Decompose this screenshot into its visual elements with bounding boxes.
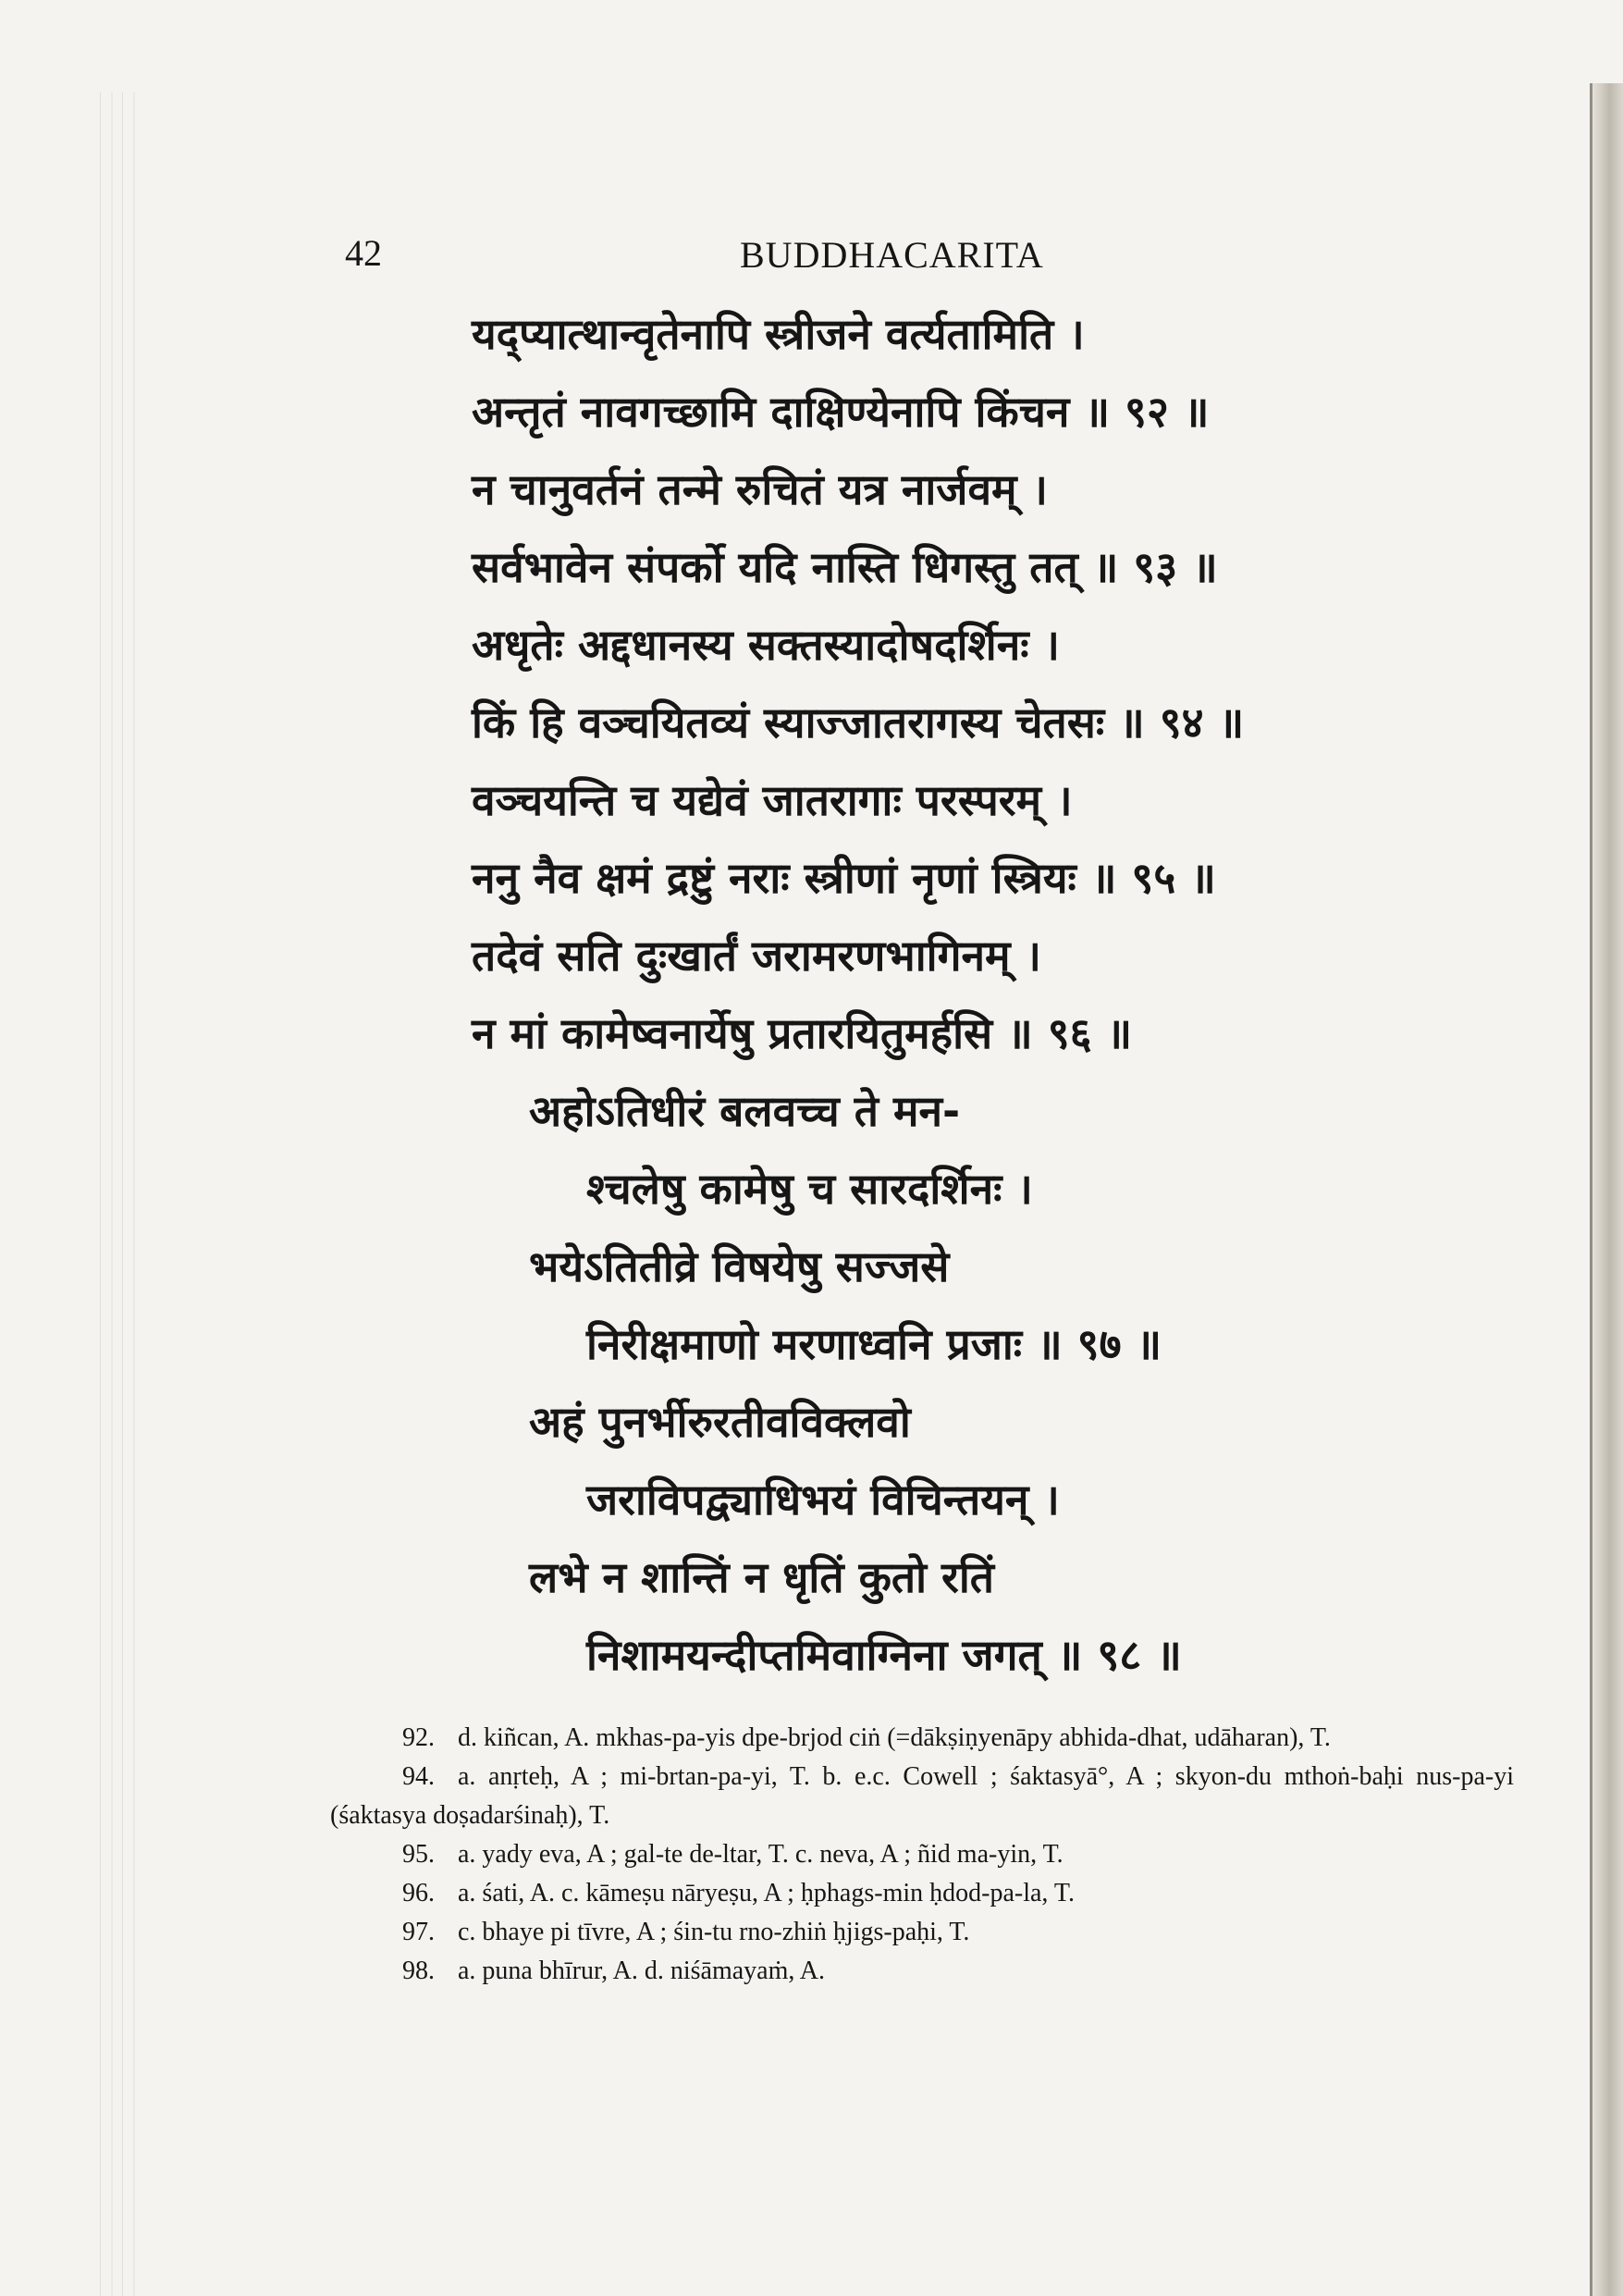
footnote xyxy=(330,1952,1514,1991)
scan-edge-right xyxy=(1590,83,1623,2296)
footnote-number: 98. xyxy=(402,1957,435,1985)
verse-line: श्चलेषु कामेषु च सारदर्शिनः । xyxy=(586,1164,1033,1214)
running-head: BUDDHACARITA xyxy=(740,234,1044,276)
verse-line: न चानुवर्तनं तन्मे रुचितं यत्र नार्जवम् । xyxy=(472,464,1048,514)
verse-line: तदेवं सति दुःखार्तं जरामरणभागिनम् । xyxy=(472,931,1041,981)
footnote-text: a. yady eva, A ; gal-te de-ltar, T. c. neva, A ; ñid ma-yin, T. xyxy=(458,1840,1064,1869)
footnote-number: 92. xyxy=(402,1723,435,1752)
verse-line: निरीक्षमाणो मरणाध्वनि प्रजाः ॥ ९७ ॥ xyxy=(586,1319,1162,1369)
footnotes xyxy=(330,1719,1514,1991)
verse-line: अन्तृतं नावगच्छामि दाक्षिण्येनापि किंचन ॥ ९२ ॥ xyxy=(472,387,1210,437)
footnote-number: 96. xyxy=(402,1879,435,1907)
verse-line: भयेऽतितीव्रे विषयेषु सज्जसे xyxy=(529,1241,950,1291)
footnote-text: a. śati, A. c. kāmeṣu nāryeṣu, A ; ḥphags-min ḥdod-pa-la, T. xyxy=(458,1879,1075,1907)
scan-edge-left xyxy=(91,93,137,2296)
verse-line: निशामयन्दीप्तमिवाग्निना जगत् ॥ ९८ ॥ xyxy=(586,1630,1182,1680)
footnote-number: 97. xyxy=(402,1918,435,1946)
verse-line: ननु नैव क्षमं द्रष्टुं नराः स्त्रीणां नृणां स्त्रियः ॥ ९५ ॥ xyxy=(472,853,1216,903)
footnote xyxy=(330,1835,1514,1874)
footnote xyxy=(330,1874,1514,1913)
footnote-text: d. kiñcan, A. mkhas-pa-yis dpe-brjod ciṅ (=dākṣiṇyenāpy abhida-dhat, udāharan), T. xyxy=(458,1723,1331,1752)
verse-line: वञ्चयन्ति च यद्येवं जातरागाः परस्परम् । xyxy=(472,775,1073,825)
verse-line: सर्वभावेन संपर्को यदि नास्ति धिगस्तु तत् ॥ ९३ ॥ xyxy=(472,542,1218,592)
verse-line: जराविपद्व्याधिभयं विचिन्तयन् । xyxy=(586,1475,1060,1524)
verse-line: अधृतेः अद्दधानस्य सक्तस्यादोषदर्शिनः । xyxy=(472,620,1060,670)
verse-line: न मां कामेष्वनार्येषु प्रतारयितुमर्हसि ॥ ९६ ॥ xyxy=(472,1008,1133,1058)
page-number: 42 xyxy=(345,232,382,274)
footnote-number: 95. xyxy=(402,1840,435,1869)
verse-line: अहं पुनर्भीरुरतीवविक्लवो xyxy=(529,1397,911,1447)
footnote-text: a. anṛteḥ, A ; mi-brtan-pa-yi, T. b. e.c. Cowell ; śaktasyā°, A ; skyon-du mthoṅ-baḥi nus-pa-yi (śaktasya doṣadarśinaḥ), T. xyxy=(330,1762,1514,1830)
verse-line: लभे न शान्तिं न धृतिं कुतो रतिं xyxy=(529,1552,995,1602)
footnote xyxy=(330,1758,1514,1835)
footnote xyxy=(330,1913,1514,1952)
verse-line: यद्प्यात्थान्वृतेनापि स्त्रीजने वर्त्यतामिति । xyxy=(472,309,1085,359)
footnote-number: 94. xyxy=(402,1762,435,1791)
verse-line: अहोऽतिधीरं बलवच्च ते मन- xyxy=(529,1086,961,1136)
footnote-text: c. bhaye pi tīvre, A ; śin-tu rno-zhiṅ ḥjigs-paḥi, T. xyxy=(458,1918,970,1946)
verse-line: किं हि वञ्चयितव्यं स्याज्जातरागस्य चेतसः ॥ ९४ ॥ xyxy=(472,697,1245,747)
footnote xyxy=(330,1719,1514,1758)
footnote-text: a. puna bhīrur, A. d. niśāmayaṁ, A. xyxy=(458,1957,826,1985)
